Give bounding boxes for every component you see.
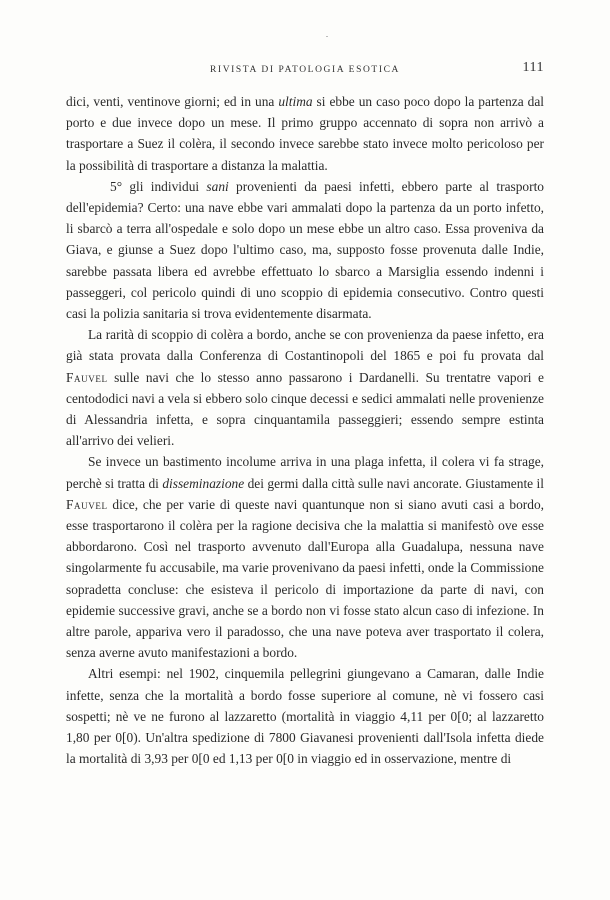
paragraph-p5 [66,663,544,769]
paragraph-p1 [66,91,544,176]
running-head [66,60,544,82]
italic-term: ultima [278,94,313,109]
paragraph-p3 [66,324,544,451]
text-run: sulle navi che lo stesso anno passarono i Dardanelli. Su trentatre vapori e centododici navi a vela si ebbero solo cinque decessi e sedici ammalati nelle provenienze di Alessandria infetta, e sopra cinquantamila passeggieri; essendo sempre estinta all'arrivo dei velieri. [66,369,544,449]
italic-term: disseminazione [162,475,245,491]
running-title: RIVISTA DI PATOLOGIA ESOTICA [210,65,400,75]
text-run: si ebbe un caso poco dopo la partenza dal porto e due invece dopo un mese. Il primo gruppo accennato di sopra non arrivò a trasportare a Suez il colèra, il secondo invece sarebbe stato invece molto pericoloso per la possibilità di trasportare a distanza la malattia. [66,94,544,173]
italic-term: sani [206,178,229,194]
paragraph-p2 [66,176,544,324]
page-number: 111 [522,60,544,75]
text-run: La rarità di scoppio di colèra a bordo, anche se con provenienza da paese infetto, era già stata provata dalla Conferenza di Costantinopoli del 1865 e poi fu provata dal [66,327,544,364]
text-run: dei germi dalla città sulle navi ancorate. Giustamente il [244,475,544,491]
text-run: provenienti da paesi infetti, ebbero parte al trasporto dell'epidemia? Certo: una nave ebbe vari ammalati dopo la partenza da un porto infetto, li sbarcò a terra all'ospedale e solo dopo un mese ebbe un altro caso. Essa proveniva da Giava, e giunse a Suez dopo l'ultimo caso, ma, supposto fosse provenuta dalle Indie, sarebbe passata libera ed avrebbe effettuato lo sbarco a Marsiglia essendo indenni i passeggeri, col pericolo quindi di uno scoppio di epidemia consecutivo. Contro questi casi la polizia sanitaria si trova evidentemente disarmata. [66,178,544,322]
text-run: Altri esempi: nel 1902, cinquemila pellegrini giungevano a Camaran, dalle Indie infette, senza che la mortalità a bordo fosse superiore al comune, nè vi fossero casi sospetti; nè ve ne furono al lazzaretto (mortalità in viaggio 4,11 per 0[0; al lazzaretto 1,80 per 0[0). Un'altra spedizione di 7800 Giavanesi provenienti dall'Isola infetta diede la mortalità di 3,93 per 0[0 ed 1,13 per 0[0 in viaggio ed in osservazione, mentre di [66,666,544,767]
paragraph-p4 [66,451,544,663]
gutter-mark [326,36,328,37]
author-name: Fauvel [66,496,108,512]
author-name: Fauvel [66,369,108,385]
body-text [66,91,544,770]
text-run: dici, venti, ventinove giorni; ed in una [66,94,279,109]
text-run: 5° gli individui [110,178,207,194]
text-run: dice, che per varie di queste navi quantunque non si siano avuti casi a bordo, esse trasportarono il colèra per la ragione decisiva che la malattia si manifestò ove esse abbordarono. Così nel trasporto avvenuto dall'Europa alla Guadalupa, nessuna nave singolarmente fu accusabile, ma varie provenivano da paesi infetti, onde la Commissione sopradetta concluse: che esisteva il pericolo di importazione da parte di navi, con epidemie successive gravi, anche se a bordo non vi fosse stato alcun caso di infezione. In altre parole, appariva vero il paradosso, che una nave poteva aver trasportato il colera, senza averne avuto manifestazioni a bordo. [66,496,544,661]
text-run: Se invece un bastimento incolume arriva in una plaga infetta, il colera vi fa strage, perchè si tratta di [66,454,544,491]
